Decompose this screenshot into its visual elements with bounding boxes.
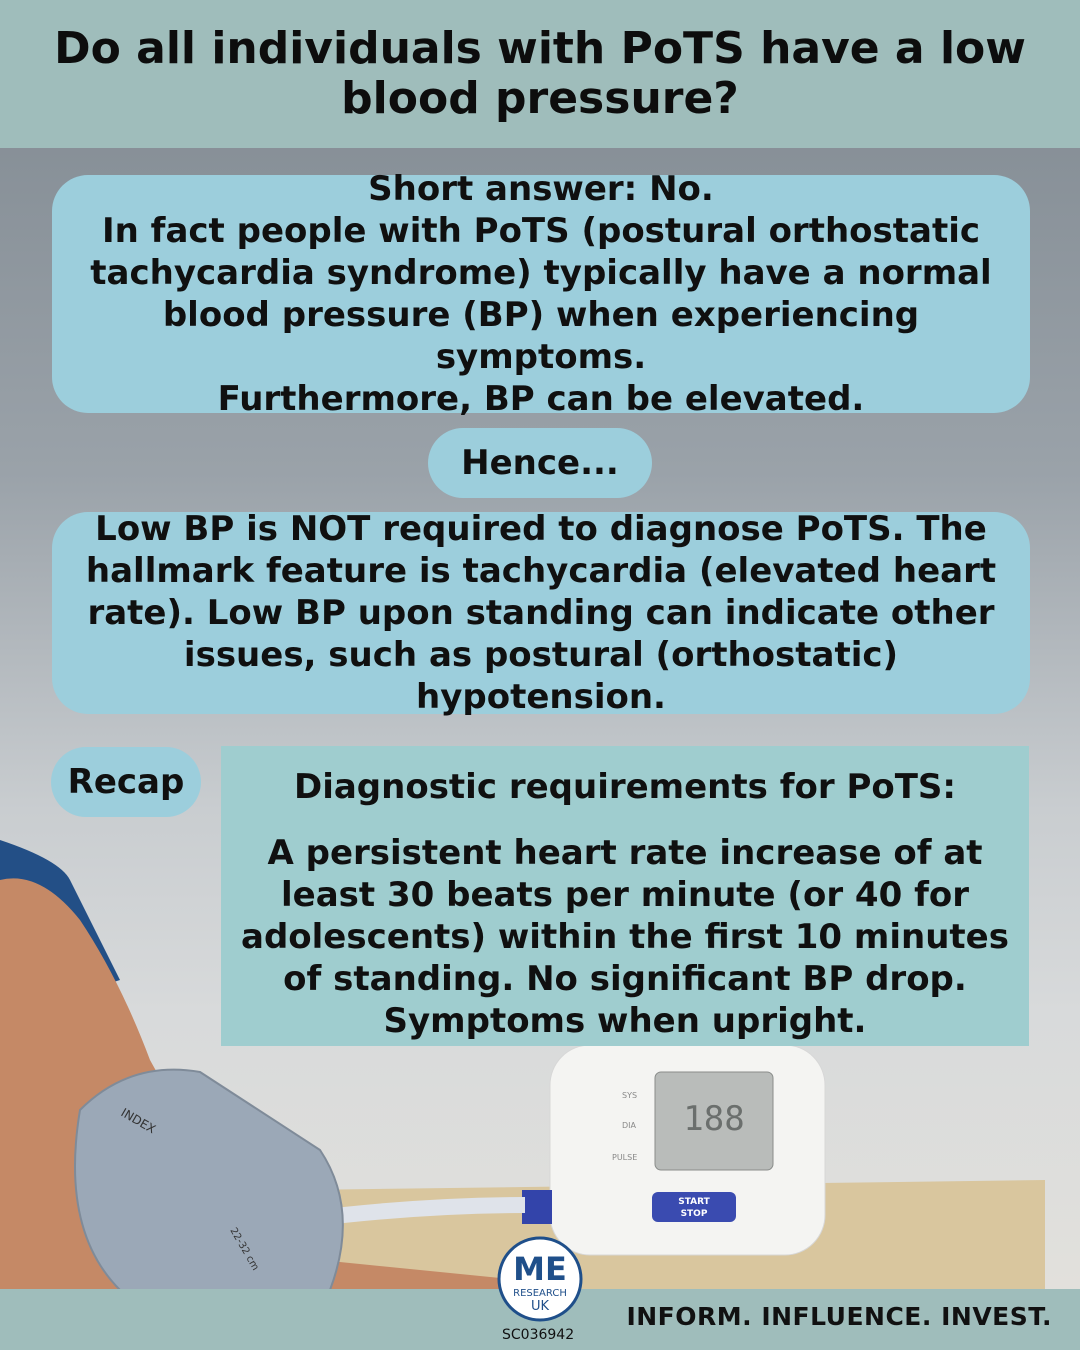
diagnostic-text: A persistent heart rate increase of at least 30 beats per minute (or 40 for adolescents) within the first 10 minutes of standing. No significant BP drop. Symptoms when upright.	[241, 833, 1009, 1041]
short-answer-line: Short answer: No.	[368, 169, 714, 209]
monitor-label-pulse: PULSE	[612, 1153, 638, 1162]
logo-uk-text: UK	[530, 1299, 550, 1314]
hence-pill: Hence...	[428, 428, 652, 498]
explanation-text: Low BP is NOT required to diagnose PoTS. The hallmark feature is tachycardia (elevated heart rate). Low BP upon standing can indicate other issues, such as postural (orthostatic) hypotension.	[85, 509, 997, 717]
recap-pill: Recap	[51, 747, 201, 817]
stop-label: STOP	[680, 1209, 708, 1219]
monitor-readout: 188	[683, 1099, 745, 1139]
cuff-size-label: 22-32 cm	[227, 1226, 261, 1273]
short-answer-box	[52, 169, 1030, 419]
start-label: START	[678, 1197, 710, 1207]
logo-research-text: RESEARCH	[513, 1288, 567, 1299]
monitor-label-dia: DIA	[622, 1121, 636, 1130]
explanation-box	[52, 509, 1030, 717]
answer-elevated-note: Furthermore, BP can be elevated.	[217, 379, 865, 419]
monitor-label-sys: SYS	[622, 1091, 638, 1100]
header-bar	[0, 0, 1080, 148]
diagnostic-requirements-box	[221, 746, 1029, 1046]
answer-explanation: In fact people with PoTS (postural orthostatic tachycardia syndrome) typically have a normal blood pressure (BP) when experiencing symptoms.	[90, 211, 992, 377]
tube-connector	[522, 1190, 552, 1224]
bp-cuff	[75, 1070, 343, 1290]
page-title: Do all individuals with PoTS have a low blood pressure?	[54, 23, 1026, 124]
diagnostic-heading: Diagnostic requirements for PoTS:	[293, 767, 957, 807]
me-research-uk-logo	[496, 1235, 584, 1327]
charity-number: SC036942	[502, 1327, 575, 1343]
cuff-index-label: INDEX	[118, 1105, 159, 1137]
logo-me-text: ME	[513, 1250, 567, 1288]
footer-tagline: INFORM. INFLUENCE. INVEST.	[626, 1302, 1052, 1331]
